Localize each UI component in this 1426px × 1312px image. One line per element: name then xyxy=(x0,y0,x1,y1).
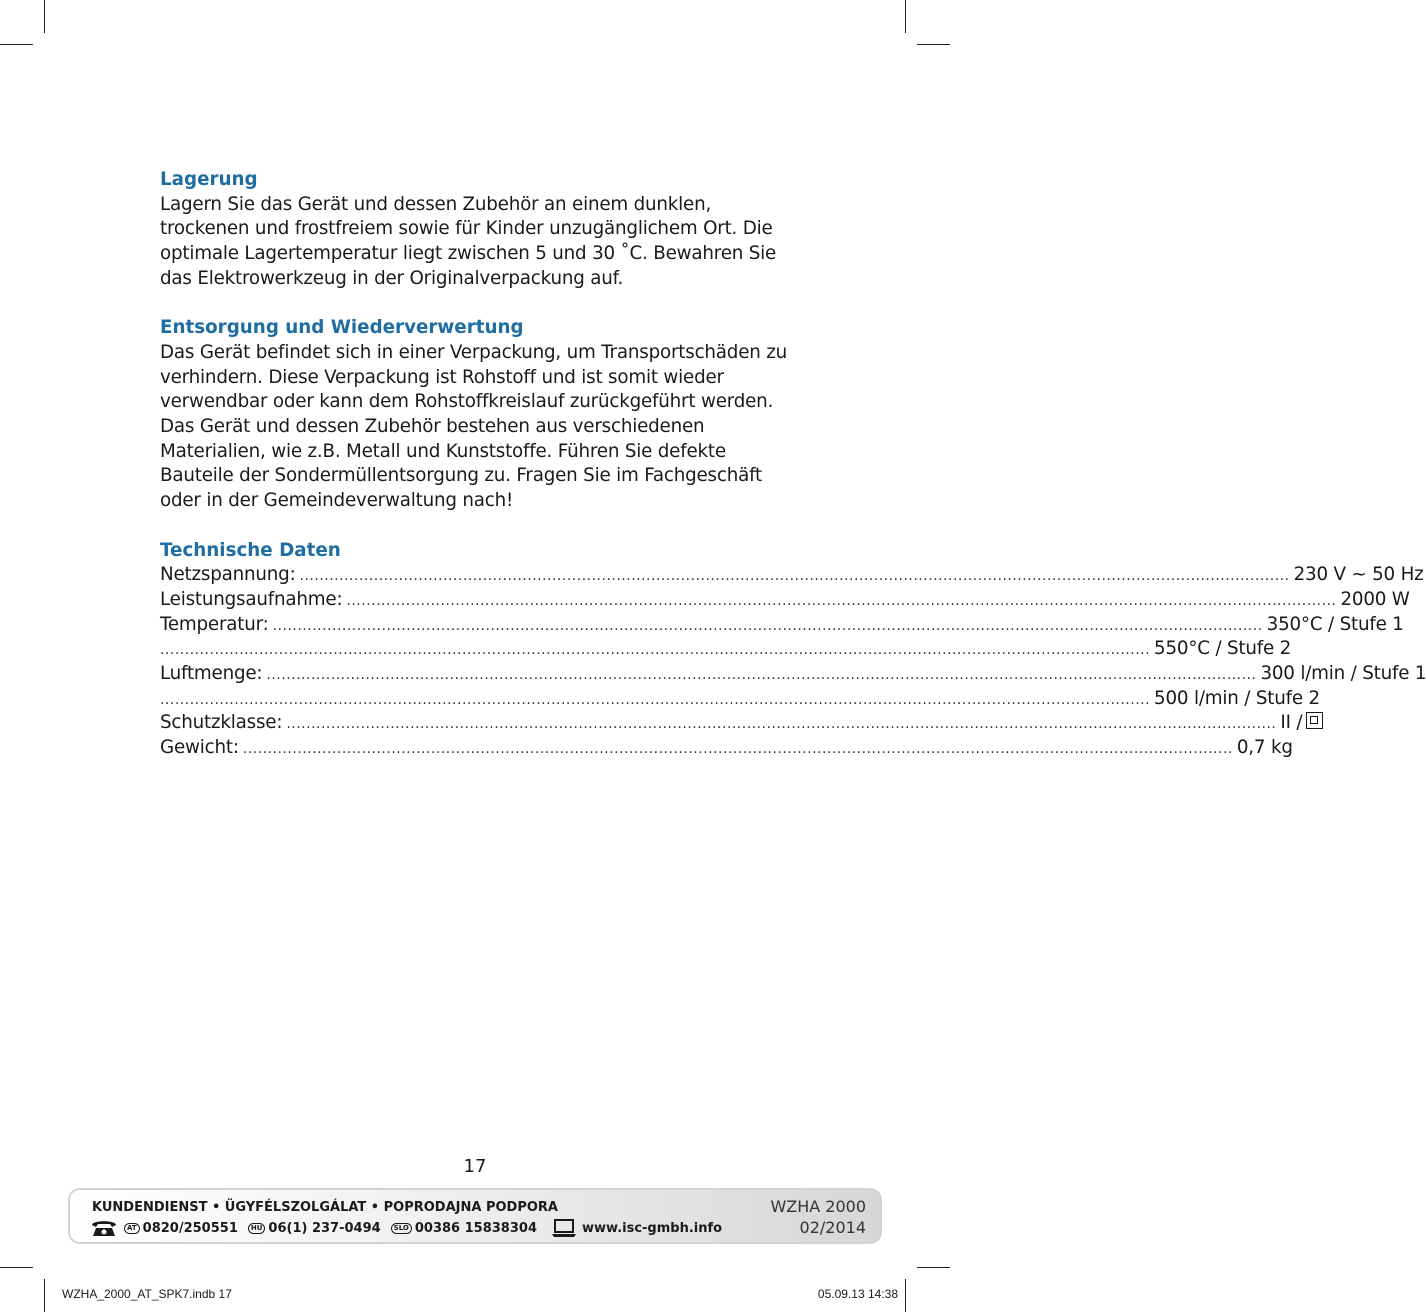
spec-row xyxy=(160,563,1424,588)
spec-label: Temperatur: xyxy=(160,613,269,635)
page-number: 17 xyxy=(463,1156,487,1177)
laptop-icon xyxy=(552,1219,576,1237)
spec-label: Luftmenge: xyxy=(160,662,263,684)
crop-mark xyxy=(0,1267,33,1268)
crop-mark xyxy=(44,0,45,33)
country-badge: AT xyxy=(124,1223,140,1234)
spec-value: 350°C / Stufe 1 xyxy=(1266,613,1404,635)
spec-row xyxy=(160,687,1320,712)
phone-at xyxy=(124,1221,238,1236)
spec-value: 550°C / Stufe 2 xyxy=(1154,638,1292,660)
crop-mark xyxy=(905,1279,906,1312)
spec-value-text: II / xyxy=(1280,712,1303,734)
leader-dots: ........................................................................................................................................................................................................ xyxy=(346,592,1337,609)
telephone-icon xyxy=(90,1218,118,1238)
page-content xyxy=(160,168,1426,785)
country-badge: SLO xyxy=(391,1223,412,1234)
crop-mark xyxy=(0,44,33,45)
leader-dots: ........................................................................................................................................................................................................ xyxy=(272,617,1263,634)
spec-value: 230 V ~ 50 Hz xyxy=(1293,564,1424,586)
spec-value xyxy=(1280,711,1323,736)
crop-mark xyxy=(917,44,950,45)
phone-number: 0820/250551 xyxy=(142,1220,238,1236)
model-number: WZHA 2000 xyxy=(770,1197,866,1216)
leader-dots: ........................................................................................................................................................................................................ xyxy=(299,568,1290,585)
footer-title: KUNDENDIENST • ÜGYFÉLSZOLGÁLAT • POPRODAJNA PODPORA xyxy=(92,1200,558,1215)
section-heading: Entsorgung und Wiederverwertung xyxy=(160,317,524,339)
leader-dots: ........................................................................................................................................................................................................ xyxy=(242,741,1233,758)
print-file-info: WZHA_2000_AT_SPK7.indb 17 xyxy=(62,1287,232,1301)
crop-mark xyxy=(905,0,906,33)
service-footer xyxy=(68,1188,882,1244)
spec-value: 2000 W xyxy=(1340,588,1410,610)
leader-dots: ........................................................................................................................................................................................................ xyxy=(266,666,1257,683)
edition-date: 02/2014 xyxy=(799,1218,866,1237)
print-timestamp: 05.09.13 14:38 xyxy=(817,1287,898,1301)
leader-dots: ........................................................................................................................................................................................................ xyxy=(160,691,1151,708)
country-badge: HU xyxy=(248,1223,266,1234)
section-text: Das Gerät befindet sich in einer Verpackung, um Transportschäden zu verhindern. Diese Verpackung ist Rohstoff und ist somit wieder verwendbar oder kann dem Rohstoffkreislauf zurückgeführt werden. Das Gerät und dessen Zubehör bestehen aus verschiedenen Materialien, wie z.B. Metall und Kunststoffe. Führen Sie defekte Bauteile der Sondermüllentsorgung zu. Fragen Sie im Fachgeschäft oder in der Gemeindeverwaltung nach! xyxy=(160,341,788,512)
spec-row xyxy=(160,711,1303,736)
spec-label: Gewicht: xyxy=(160,737,239,759)
footer-phones xyxy=(90,1218,547,1238)
spec-label: Schutzklasse: xyxy=(160,712,283,734)
leader-dots: ........................................................................................................................................................................................................ xyxy=(160,642,1151,659)
protection-class-ii-icon xyxy=(1306,712,1323,729)
spec-row xyxy=(160,613,1404,638)
section-entsorgung xyxy=(160,316,790,514)
leader-dots: ........................................................................................................................................................................................................ xyxy=(286,716,1277,733)
section-text: Lagern Sie das Gerät und dessen Zubehör an einem dunklen, trockenen und frostfreiem sowie für Kinder unzugänglichem Ort. Die optimale Lagertemperatur liegt zwischen 5 und 30 ˚C. Bewahren Sie das Elektrowerkzeug in der Originalverpackung auf. xyxy=(160,193,777,289)
footer-website xyxy=(552,1218,722,1238)
spec-row xyxy=(160,637,1292,662)
spec-row xyxy=(160,588,1410,613)
spec-label: Netzspannung: xyxy=(160,564,296,586)
spec-label: Leistungsaufnahme: xyxy=(160,588,343,610)
crop-mark xyxy=(44,1279,45,1312)
spec-value: 500 l/min / Stufe 2 xyxy=(1154,687,1320,709)
phone-number: 00386 15838304 xyxy=(414,1220,537,1236)
crop-mark xyxy=(917,1267,950,1268)
footer-model-info xyxy=(770,1196,866,1238)
section-technische-daten xyxy=(160,539,1426,761)
section-heading: Lagerung xyxy=(160,169,258,190)
website-link[interactable]: www.isc-gmbh.info xyxy=(582,1220,723,1236)
section-lagerung xyxy=(160,168,790,292)
spec-row xyxy=(160,736,1293,761)
spec-value: 300 l/min / Stufe 1 xyxy=(1260,662,1426,684)
spec-row xyxy=(160,662,1426,687)
section-heading: Technische Daten xyxy=(160,539,341,561)
phone-number: 06(1) 237-0494 xyxy=(268,1220,381,1236)
phone-slo xyxy=(391,1221,537,1236)
spec-value: 0,7 kg xyxy=(1236,737,1293,759)
phone-hu xyxy=(248,1221,381,1236)
